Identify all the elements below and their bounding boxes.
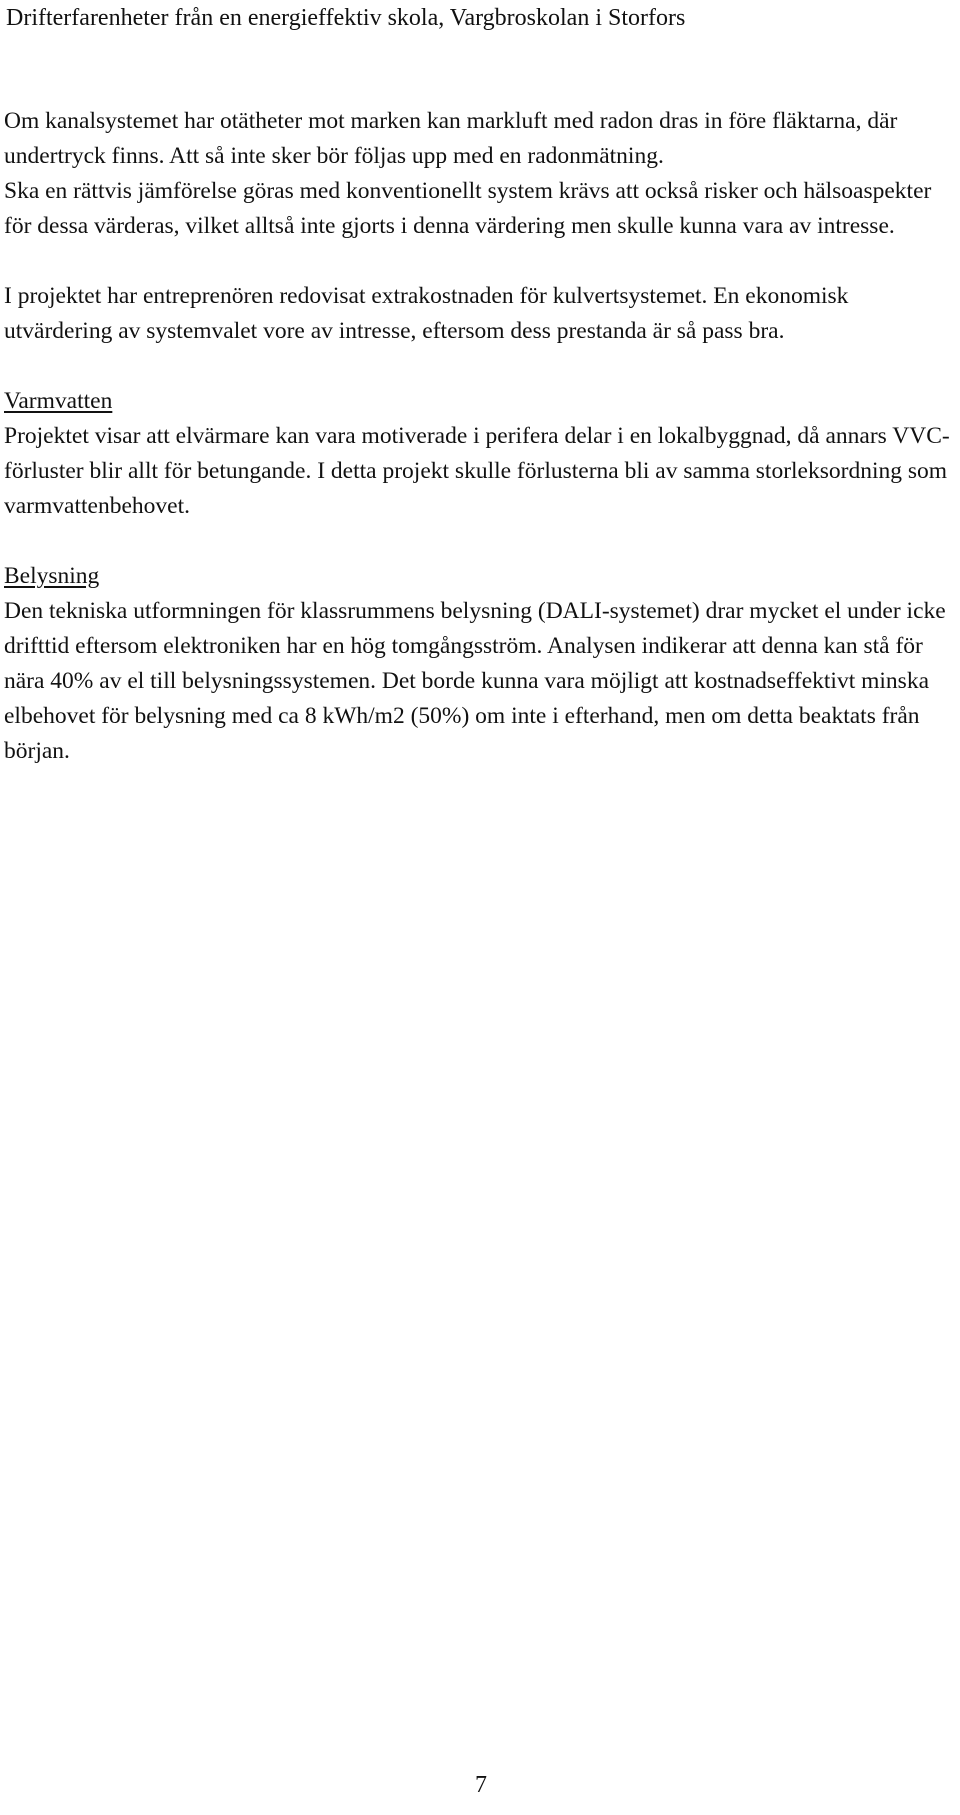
section-lighting: [4, 559, 952, 769]
document-title: Drifterfarenheter från en energieffektiv skola, Vargbroskolan i Storfors: [6, 5, 686, 31]
document-body: [4, 104, 952, 804]
paragraph-culvert-cost: I projektet har entreprenören redovisat extrakostnaden för kulvertsystemet. En ekonomisk utvärdering av systemvalet vore av intresse, eftersom dess prestanda är så pass bra.: [4, 283, 849, 344]
page-number: [0, 1770, 960, 1800]
paragraph-radon: Om kanalsystemet har otätheter mot marken kan markluft med radon dras in före fläktarna, där undertryck finns. Att så inte sker bör följas upp med en radonmätning.: [4, 108, 898, 169]
section-heading-lighting: Belysning: [4, 563, 100, 589]
paragraph-comparison: Ska en rättvis jämförelse göras med konventionellt system krävs att också risker och hälsoaspekter för dessa värderas, vilket alltså inte gjorts i denna värdering men skulle kunna vara av intresse.: [4, 178, 932, 239]
section-text-lighting: Den tekniska utformningen för klassrummens belysning (DALI-systemet) drar mycket el under icke drifttid eftersom elektroniken har en hög tomgångsström. Analysen indikerar att denna kan stå för nära 40% av el till belysningssystemen. Det borde kunna vara möjligt att kostnadseffektivt minska elbehovet för belysning med ca 8 kWh/m2 (50%) om inte i efterhand, men om detta beaktats från början.: [4, 598, 946, 764]
section-text-hot-water: Projektet visar att elvärmare kan vara motiverade i perifera delar i en lokalbyggnad, då annars VVC-förluster blir allt för betungande. I detta projekt skulle förlusterna bli av samma storleksordning som varmvattenbehovet.: [4, 423, 950, 519]
section-heading-hot-water: Varmvatten: [4, 388, 113, 414]
page-header: [6, 3, 946, 33]
section-hot-water: [4, 384, 952, 524]
page-number-value: 7: [475, 1772, 487, 1798]
